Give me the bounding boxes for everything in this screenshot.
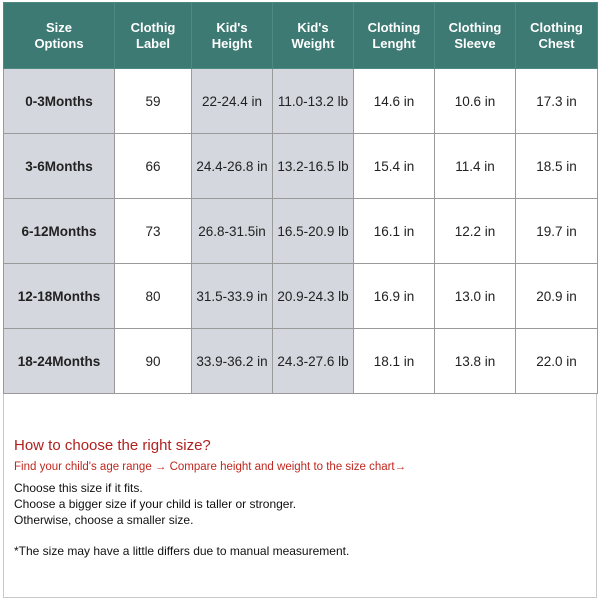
size-chart-image — [3, 2, 597, 598]
cell-height: 33.9-36.2 in — [192, 329, 273, 394]
cell-label: 66 — [115, 134, 192, 199]
cell-height: 22-24.4 in — [192, 69, 273, 134]
table-header-row — [4, 3, 598, 69]
cell-label: 73 — [115, 199, 192, 264]
cell-label: 59 — [115, 69, 192, 134]
cell-weight: 16.5-20.9 lb — [273, 199, 354, 264]
header-clothing-label: Clothig Label — [115, 3, 192, 69]
measurement-footnote: *The size may have a little differs due to manual measurement. — [14, 544, 350, 558]
cell-chest: 17.3 in — [516, 69, 598, 134]
size-chart-table — [3, 2, 598, 394]
cell-weight: 11.0-13.2 lb — [273, 69, 354, 134]
guide-line: Otherwise, choose a smaller size. — [14, 513, 194, 527]
cell-height: 31.5-33.9 in — [192, 264, 273, 329]
guide-steps: Find your child's age range → Compare height and weight to the size chart→ — [14, 461, 407, 473]
cell-length: 15.4 in — [354, 134, 435, 199]
guide-line: Choose a bigger size if your child is taller or stronger. — [14, 497, 297, 511]
cell-sleeve: 13.0 in — [435, 264, 516, 329]
cell-height: 24.4-26.8 in — [192, 134, 273, 199]
header-kids-weight: Kid's Weight — [273, 3, 354, 69]
cell-weight: 24.3-27.6 lb — [273, 329, 354, 394]
cell-size: 6-12Months — [4, 199, 115, 264]
header-clothing-length: Clothing Lenght — [354, 3, 435, 69]
table-row — [4, 134, 598, 199]
cell-size: 3-6Months — [4, 134, 115, 199]
cell-size: 12-18Months — [4, 264, 115, 329]
cell-weight: 13.2-16.5 lb — [273, 134, 354, 199]
table-row — [4, 264, 598, 329]
cell-chest: 22.0 in — [516, 329, 598, 394]
header-clothing-chest: Clothing Chest — [516, 3, 598, 69]
table-row — [4, 329, 598, 394]
cell-length: 16.1 in — [354, 199, 435, 264]
table-row — [4, 199, 598, 264]
cell-sleeve: 12.2 in — [435, 199, 516, 264]
size-guide — [14, 437, 584, 571]
cell-chest: 18.5 in — [516, 134, 598, 199]
cell-sleeve: 11.4 in — [435, 134, 516, 199]
cell-label: 90 — [115, 329, 192, 394]
cell-chest: 19.7 in — [516, 199, 598, 264]
header-kids-height: Kid's Height — [192, 3, 273, 69]
cell-sleeve: 10.6 in — [435, 69, 516, 134]
cell-height: 26.8-31.5in — [192, 199, 273, 264]
cell-chest: 20.9 in — [516, 264, 598, 329]
cell-sleeve: 13.8 in — [435, 329, 516, 394]
cell-length: 14.6 in — [354, 69, 435, 134]
cell-length: 18.1 in — [354, 329, 435, 394]
cell-label: 80 — [115, 264, 192, 329]
cell-weight: 20.9-24.3 lb — [273, 264, 354, 329]
header-size-options: Size Options — [4, 3, 115, 69]
guide-line: Choose this size if it fits. — [14, 481, 143, 495]
cell-length: 16.9 in — [354, 264, 435, 329]
header-clothing-sleeve: Clothing Sleeve — [435, 3, 516, 69]
table-row — [4, 69, 598, 134]
cell-size: 0-3Months — [4, 69, 115, 134]
guide-headline: How to choose the right size? — [14, 437, 211, 454]
cell-size: 18-24Months — [4, 329, 115, 394]
